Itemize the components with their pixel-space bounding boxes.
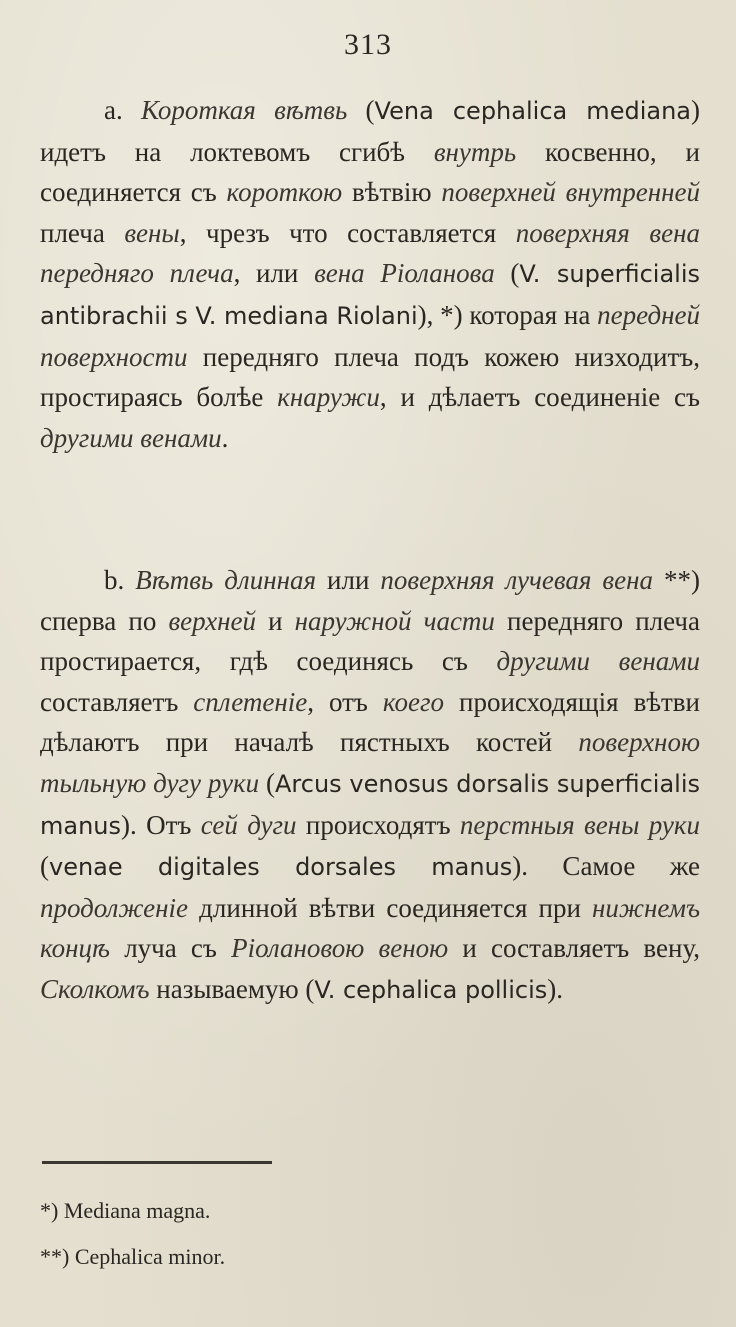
latin-term: venae digitales dorsales manus [49, 853, 513, 882]
text: . [221, 422, 229, 453]
term: передней поверхности [40, 299, 700, 372]
term: продолженіе [40, 892, 189, 923]
page-number: 313 [344, 28, 392, 61]
text: ) идетъ на локтевомъ сгибѣ [40, 95, 700, 167]
text: **) сперва по [40, 565, 700, 636]
text: , или [233, 258, 315, 289]
term: Короткая вѣтвь [140, 95, 348, 125]
footnote-1: *) Mediana magna. [40, 1198, 211, 1223]
text: длинной вѣтви соединяется при [188, 892, 593, 923]
term: вены [124, 217, 180, 248]
text: , отъ [307, 686, 383, 717]
paragraph-a [40, 90, 700, 458]
term: верхней [168, 605, 256, 636]
footnote-divider [42, 1161, 272, 1164]
term: внутрь [433, 136, 517, 167]
term: Вѣтвь длинная [135, 565, 317, 595]
text: происходящія вѣтви дѣлаютъ при началѣ пястныхъ костей [40, 686, 700, 758]
text: , чрезъ что составляется [179, 217, 516, 248]
text: составляетъ [40, 686, 194, 717]
latin-term: Arcus venosus dorsalis superficialis manus [40, 769, 700, 840]
term: короткою [226, 177, 343, 208]
term: поверхною тыльную дугу руки [40, 727, 700, 798]
text: и [255, 605, 295, 636]
term: коего [382, 686, 444, 717]
text: косвенно, и соединяется съ [40, 136, 700, 208]
footnote-2: **) Cephalica minor. [40, 1244, 226, 1269]
paragraph-b-text [40, 560, 700, 1011]
text: называемую ( [149, 973, 315, 1004]
text: ( [40, 851, 49, 882]
text: ( [347, 95, 375, 125]
text: и составляетъ вену, [448, 933, 700, 964]
term: Ріолановою веною [231, 933, 449, 964]
text: ( [259, 767, 275, 798]
text: плеча [40, 217, 125, 248]
term: кнаружи [277, 382, 380, 413]
term: другими венами [40, 422, 222, 453]
term: другими венами [496, 646, 700, 677]
term: сплетеніе [193, 686, 308, 717]
text: передняго плеча подъ кожею низходитъ, простираясь болѣе [40, 341, 700, 413]
item-letter-a: a. [104, 95, 123, 125]
term: наружной части [294, 605, 495, 636]
paragraph-b [40, 560, 700, 1011]
footnotes [40, 1188, 700, 1280]
latin-term: V. superficialis antibrachii s V. mediana Riolani [40, 260, 700, 330]
term: сей дуги [200, 809, 297, 840]
text: ). Отъ [121, 809, 201, 840]
text: , и дѣлаетъ соединеніе съ [379, 382, 700, 413]
paragraph-a-text [40, 90, 700, 458]
term: перстныя вены руки [459, 809, 700, 840]
text: вѣтвію [342, 177, 442, 208]
term: поверхняя вена передняго плеча [40, 217, 700, 289]
text: происходятъ [296, 809, 460, 840]
term: поверхняя лучевая вена [380, 565, 653, 595]
text: ). [547, 973, 563, 1004]
term: Сколкомъ [40, 973, 150, 1004]
text: или [316, 565, 381, 595]
term: поверхней внутренней [441, 177, 700, 208]
latin-term: V. cephalica pollicis [314, 975, 548, 1004]
text: ), *) которая на [417, 299, 598, 330]
text: ( [494, 258, 520, 289]
text: передняго плеча простирается, гдѣ соединясь съ [40, 605, 700, 677]
term: нижнемъ концѣ [40, 892, 700, 964]
item-letter-b: b. [104, 565, 125, 595]
text: луча съ [110, 933, 232, 964]
text: ). Самое же [512, 851, 701, 882]
latin-term: Vena cephalica mediana [374, 97, 691, 125]
term: вена Ріоланова [314, 258, 495, 289]
